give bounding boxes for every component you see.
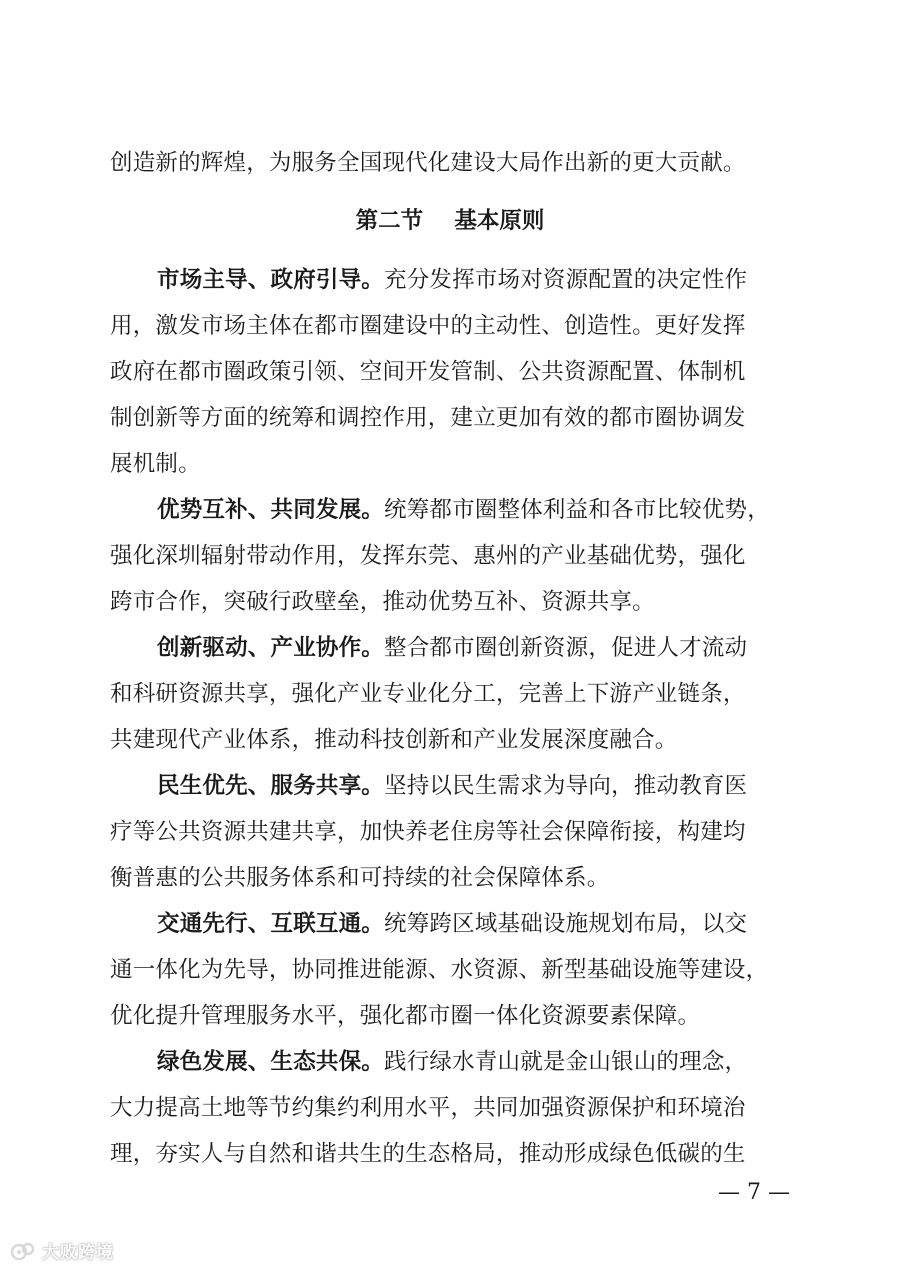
paragraph-4-line-2: 疗等公共资源共建共享，加快养老住房等社会保障衔接，构建均 <box>110 819 746 845</box>
paragraph-1-line-5: 展机制。 <box>110 451 201 477</box>
paragraph-4-title: 民生优先、服务共享。 <box>157 773 385 799</box>
paragraph-4-first-line <box>157 771 747 801</box>
paragraph-3-line-2: 和科研资源共享，强化产业专业化分工，完善上下游产业链条， <box>110 681 746 707</box>
paragraph-2-title: 优势互补、共同发展。 <box>157 497 385 523</box>
paragraph-1-line-1: 充分发挥市场对资源配置的决定性作 <box>384 267 748 293</box>
paragraph-6-line-3: 理，夯实人与自然和谐共生的生态格局，推动形成绿色低碳的生 <box>110 1141 746 1167</box>
paragraph-4-line-3: 衡普惠的公共服务体系和可持续的社会保障体系。 <box>110 865 610 891</box>
watermark <box>10 1238 114 1263</box>
paragraph-1-title: 市场主导、政府引导。 <box>157 267 385 293</box>
paragraph-5-line-1: 统筹跨区域基础设施规划布局，以交 <box>384 911 748 937</box>
paragraph-2-line-2: 强化深圳辐射带动作用，发挥东莞、惠州的产业基础优势，强化 <box>110 543 746 569</box>
watermark-logo-icon <box>10 1240 36 1262</box>
paragraph-3-first-line <box>157 633 747 663</box>
paragraph-1-line-2: 用，激发市场主体在都市圈建设中的主动性、创造性。更好发挥 <box>110 313 746 339</box>
paragraph-3-line-3: 共建现代产业体系，推动科技创新和产业发展深度融合。 <box>110 727 678 753</box>
paragraph-6-title: 绿色发展、生态共保。 <box>157 1049 385 1075</box>
paragraph-6-line-2: 大力提高土地等节约集约利用水平，共同加强资源保护和环境治 <box>110 1095 746 1121</box>
page-number: — 7 — <box>718 1180 790 1205</box>
paragraph-6-line-1: 践行绿水青山就是金山银山的理念， <box>384 1049 748 1075</box>
paragraph-1-line-3: 政府在都市圈政策引领、空间开发管制、公共资源配置、体制机 <box>110 359 746 385</box>
paragraph-2-line-3: 跨市合作，突破行政壁垒，推动优势互补、资源共享。 <box>110 589 655 615</box>
paragraph-2-line-1: 统筹都市圈整体利益和各市比较优势， <box>384 497 770 523</box>
section-heading: 第二节 基本原则 <box>355 208 545 234</box>
paragraph-6-first-line <box>157 1047 747 1077</box>
intro-line: 创造新的辉煌，为服务全国现代化建设大局作出新的更大贡献。 <box>110 150 746 176</box>
watermark-text: 大败跨境 <box>42 1243 114 1263</box>
paragraph-1-first-line <box>157 265 747 295</box>
paragraph-3-line-1: 整合都市圈创新资源，促进人才流动 <box>384 635 748 661</box>
paragraph-5-title: 交通先行、互联互通。 <box>157 911 385 937</box>
paragraph-1-line-4: 制创新等方面的统筹和调控作用，建立更加有效的都市圈协调发 <box>110 405 746 431</box>
paragraph-5-line-3: 优化提升管理服务水平，强化都市圈一体化资源要素保障。 <box>110 1003 701 1029</box>
paragraph-5-line-2: 通一体化为先导，协同推进能源、水资源、新型基础设施等建设， <box>110 957 769 983</box>
paragraph-2-first-line <box>157 495 770 525</box>
paragraph-5-first-line <box>157 909 747 939</box>
paragraph-4-line-1: 坚持以民生需求为导向，推动教育医 <box>384 773 748 799</box>
paragraph-3-title: 创新驱动、产业协作。 <box>157 635 385 661</box>
